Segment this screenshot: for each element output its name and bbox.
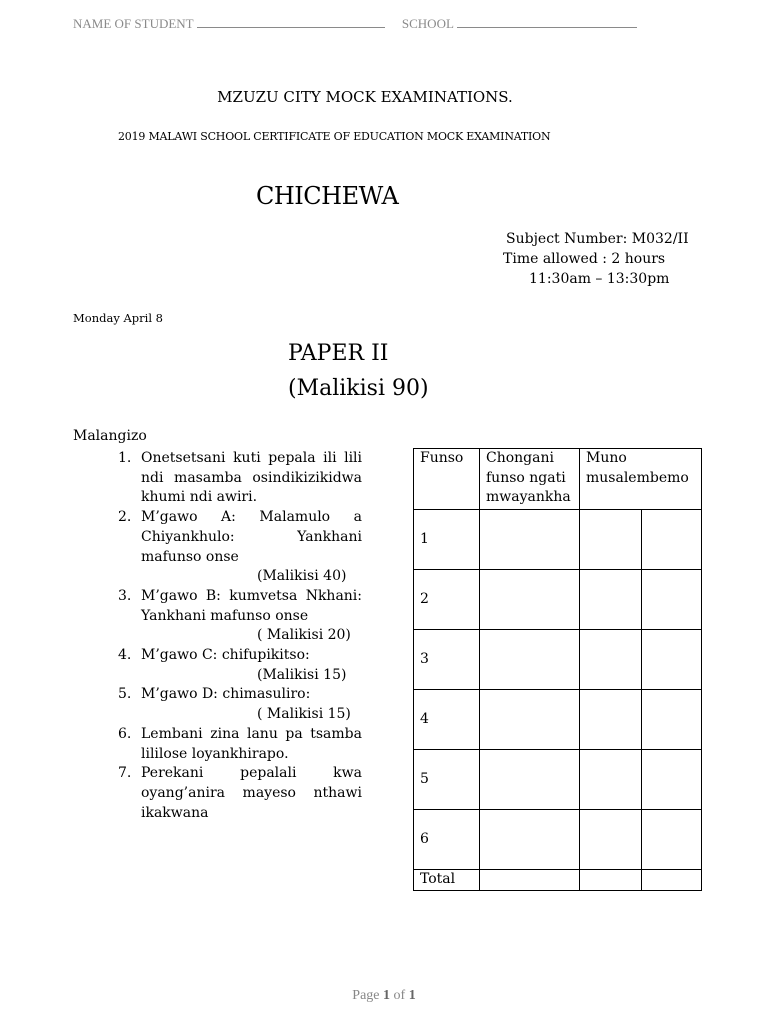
subject-number: Subject Number: M032/II bbox=[506, 231, 689, 247]
instructions-heading: Malangizo bbox=[73, 428, 147, 444]
total-marks: (Malikisi 90) bbox=[288, 376, 429, 401]
office-cell bbox=[580, 690, 642, 750]
instruction-text: Lembani zina lanu pa tsamba lililose loyankhirapo. bbox=[141, 725, 362, 762]
table-row bbox=[414, 510, 702, 570]
instruction-text: M’gawo D: chimasuliro: bbox=[141, 686, 311, 703]
of-word: of bbox=[393, 988, 406, 1003]
header-check: Chongani funso ngati mwayankha bbox=[480, 449, 580, 510]
instruction-number: 4. bbox=[118, 647, 132, 664]
office-cell bbox=[642, 810, 702, 870]
instruction-number: 3. bbox=[118, 587, 132, 604]
instruction-marks: (Malikisi 15) bbox=[257, 666, 347, 683]
instruction-marks: ( Malikisi 20) bbox=[257, 627, 351, 644]
table-row bbox=[414, 630, 702, 690]
table-row bbox=[414, 810, 702, 870]
instruction-number: 7. bbox=[118, 765, 132, 782]
exam-title: MZUZU CITY MOCK EXAMINATIONS. bbox=[217, 88, 513, 106]
school-blank[interactable] bbox=[457, 15, 637, 28]
instruction-item bbox=[110, 764, 362, 823]
question-number: 2 bbox=[414, 570, 480, 630]
page-total: 1 bbox=[408, 988, 416, 1003]
question-number: 4 bbox=[414, 690, 480, 750]
instruction-item bbox=[110, 587, 362, 646]
instruction-text: M’gawo C: chifupikitso: bbox=[141, 647, 310, 664]
instruction-marks: (Malikisi 40) bbox=[257, 568, 347, 585]
table-row bbox=[414, 750, 702, 810]
check-cell[interactable] bbox=[480, 690, 580, 750]
total-office-cell bbox=[642, 870, 702, 891]
question-number: 1 bbox=[414, 510, 480, 570]
check-cell[interactable] bbox=[480, 630, 580, 690]
check-cell[interactable] bbox=[480, 810, 580, 870]
instruction-text: M’gawo A: Malamulo a Chiyankhulo: Yankhani mafunso onse bbox=[141, 509, 362, 565]
instruction-item bbox=[110, 646, 362, 685]
instruction-text: M’gawo B: kumvetsa Nkhani: Yankhani mafunso onse bbox=[141, 587, 362, 624]
instruction-item bbox=[110, 508, 362, 587]
page-footer bbox=[0, 988, 768, 1004]
header-office-use: Muno musalembemo bbox=[580, 449, 702, 510]
instruction-number: 1. bbox=[118, 450, 132, 466]
check-cell[interactable] bbox=[480, 750, 580, 810]
instruction-number: 6. bbox=[118, 725, 132, 742]
subject-title: CHICHEWA bbox=[256, 182, 399, 210]
total-row bbox=[414, 870, 702, 891]
paper-title: PAPER II bbox=[288, 341, 389, 366]
exam-date: Monday April 8 bbox=[73, 311, 163, 325]
check-cell[interactable] bbox=[480, 510, 580, 570]
instruction-text: Onetsetsani kuti pepala ili lili ndi masamba osindikizikidwa khumi ndi awiri. bbox=[141, 450, 362, 506]
time-range: 11:30am – 13:30pm bbox=[529, 271, 670, 287]
table-row bbox=[414, 690, 702, 750]
office-cell bbox=[580, 810, 642, 870]
office-cell bbox=[642, 630, 702, 690]
school-label: SCHOOL bbox=[401, 16, 454, 31]
page-word: Page bbox=[352, 988, 380, 1003]
student-name-label: NAME OF STUDENT bbox=[73, 16, 194, 31]
office-cell bbox=[580, 570, 642, 630]
instruction-number: 2. bbox=[118, 509, 132, 526]
instruction-text: Perekani pepalali kwa oyang’anira mayeso nthawi ikakwana bbox=[141, 765, 362, 821]
score-table bbox=[413, 448, 702, 891]
instructions-list bbox=[110, 449, 362, 823]
instruction-marks: ( Malikisi 15) bbox=[257, 706, 351, 723]
table-row bbox=[414, 570, 702, 630]
instruction-item bbox=[110, 449, 362, 508]
total-label: Total bbox=[414, 870, 480, 891]
instruction-item bbox=[110, 685, 362, 724]
office-cell bbox=[642, 750, 702, 810]
question-number: 5 bbox=[414, 750, 480, 810]
office-cell bbox=[642, 570, 702, 630]
student-header bbox=[73, 15, 637, 32]
student-name-blank[interactable] bbox=[197, 15, 385, 28]
instruction-item bbox=[110, 725, 362, 764]
score-table-header bbox=[414, 449, 702, 510]
question-number: 6 bbox=[414, 810, 480, 870]
total-office-cell bbox=[580, 870, 642, 891]
check-cell[interactable] bbox=[480, 570, 580, 630]
question-number: 3 bbox=[414, 630, 480, 690]
instruction-number: 5. bbox=[118, 686, 132, 703]
total-check-cell bbox=[480, 870, 580, 891]
office-cell bbox=[580, 750, 642, 810]
office-cell bbox=[642, 510, 702, 570]
office-cell bbox=[580, 630, 642, 690]
time-allowed: Time allowed : 2 hours bbox=[503, 251, 666, 267]
page-number: 1 bbox=[383, 988, 391, 1003]
office-cell bbox=[642, 690, 702, 750]
office-cell bbox=[580, 510, 642, 570]
exam-subtitle: 2019 MALAWI SCHOOL CERTIFICATE OF EDUCATION MOCK EXAMINATION bbox=[118, 130, 551, 143]
header-question: Funso bbox=[414, 449, 480, 510]
